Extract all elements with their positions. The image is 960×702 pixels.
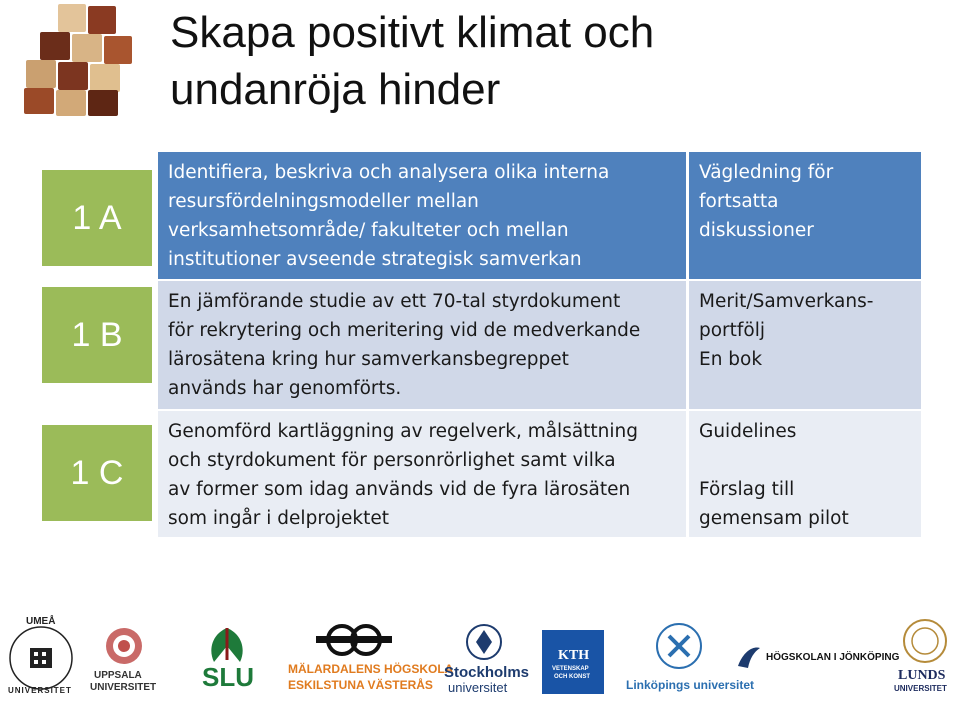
linkoping-university-logo: Linköpings universitet — [624, 622, 734, 698]
row-1a-description: Identifiera, beskriva och analysera olika interna resursfördelningsmodeller mellan verksamhetsområde/ fakulteter och mellan institutioner avseende strategisk samverkan — [158, 152, 686, 279]
wooden-blocks-image — [18, 4, 133, 116]
label-1c: 1 C — [42, 425, 152, 521]
row-1b-outcome: Merit/Samverkans- portfölj En bok — [689, 281, 921, 409]
uppsala-seal-icon — [88, 626, 160, 666]
row-1c-description: Genomförd kartläggning av regelverk, målsättning och styrdokument för personrörlighet samt vilka av former som idag används vid de fyra lärosäten som ingår i delprojektet — [158, 411, 686, 537]
page-title: Skapa positivt klimat och undanröja hinder — [170, 8, 655, 114]
umea-seal-icon — [4, 616, 78, 696]
liu-seal-icon — [624, 622, 734, 672]
lund-seal-icon — [892, 618, 958, 664]
mdh-mark-icon — [286, 622, 420, 658]
label-1b: 1 B — [42, 287, 152, 383]
partner-logos — [0, 612, 960, 702]
slu-logo: SLU — [194, 624, 260, 694]
hogskolan-jonkoping-logo: HÖGSKOLAN I JÖNKÖPING — [736, 642, 884, 678]
uppsala-university-logo: UPPSALA UNIVERSITET — [88, 626, 160, 696]
label-1a: 1 A — [42, 170, 152, 266]
umea-university-logo: UMEÅ UNIVERSITET — [4, 616, 78, 696]
stockholm-university-logo: Stockholms universitet — [444, 622, 524, 698]
malardalens-hogskola-logo: MÄLARDALENS HÖGSKOLA ESKILSTUNA VÄSTERÅS — [286, 622, 420, 698]
lund-university-logo: LUNDS UNIVERSITET — [892, 618, 958, 698]
hj-mark-icon — [736, 644, 762, 670]
row-1a-outcome: Vägledning för fortsatta diskussioner — [689, 152, 921, 279]
row-1b-description: En jämförande studie av ett 70-tal styrdokument för rekrytering och meritering vid de medverkande lärosätena kring hur samverkansbegreppet används har genomförts. — [158, 281, 686, 409]
stockholm-crest-icon — [444, 622, 524, 662]
kth-logo: KTH VETENSKAP OCH KONST — [542, 630, 604, 694]
slu-leaf-icon — [194, 624, 260, 664]
row-1c-outcome: Guidelines Förslag till gemensam pilot — [689, 411, 921, 537]
